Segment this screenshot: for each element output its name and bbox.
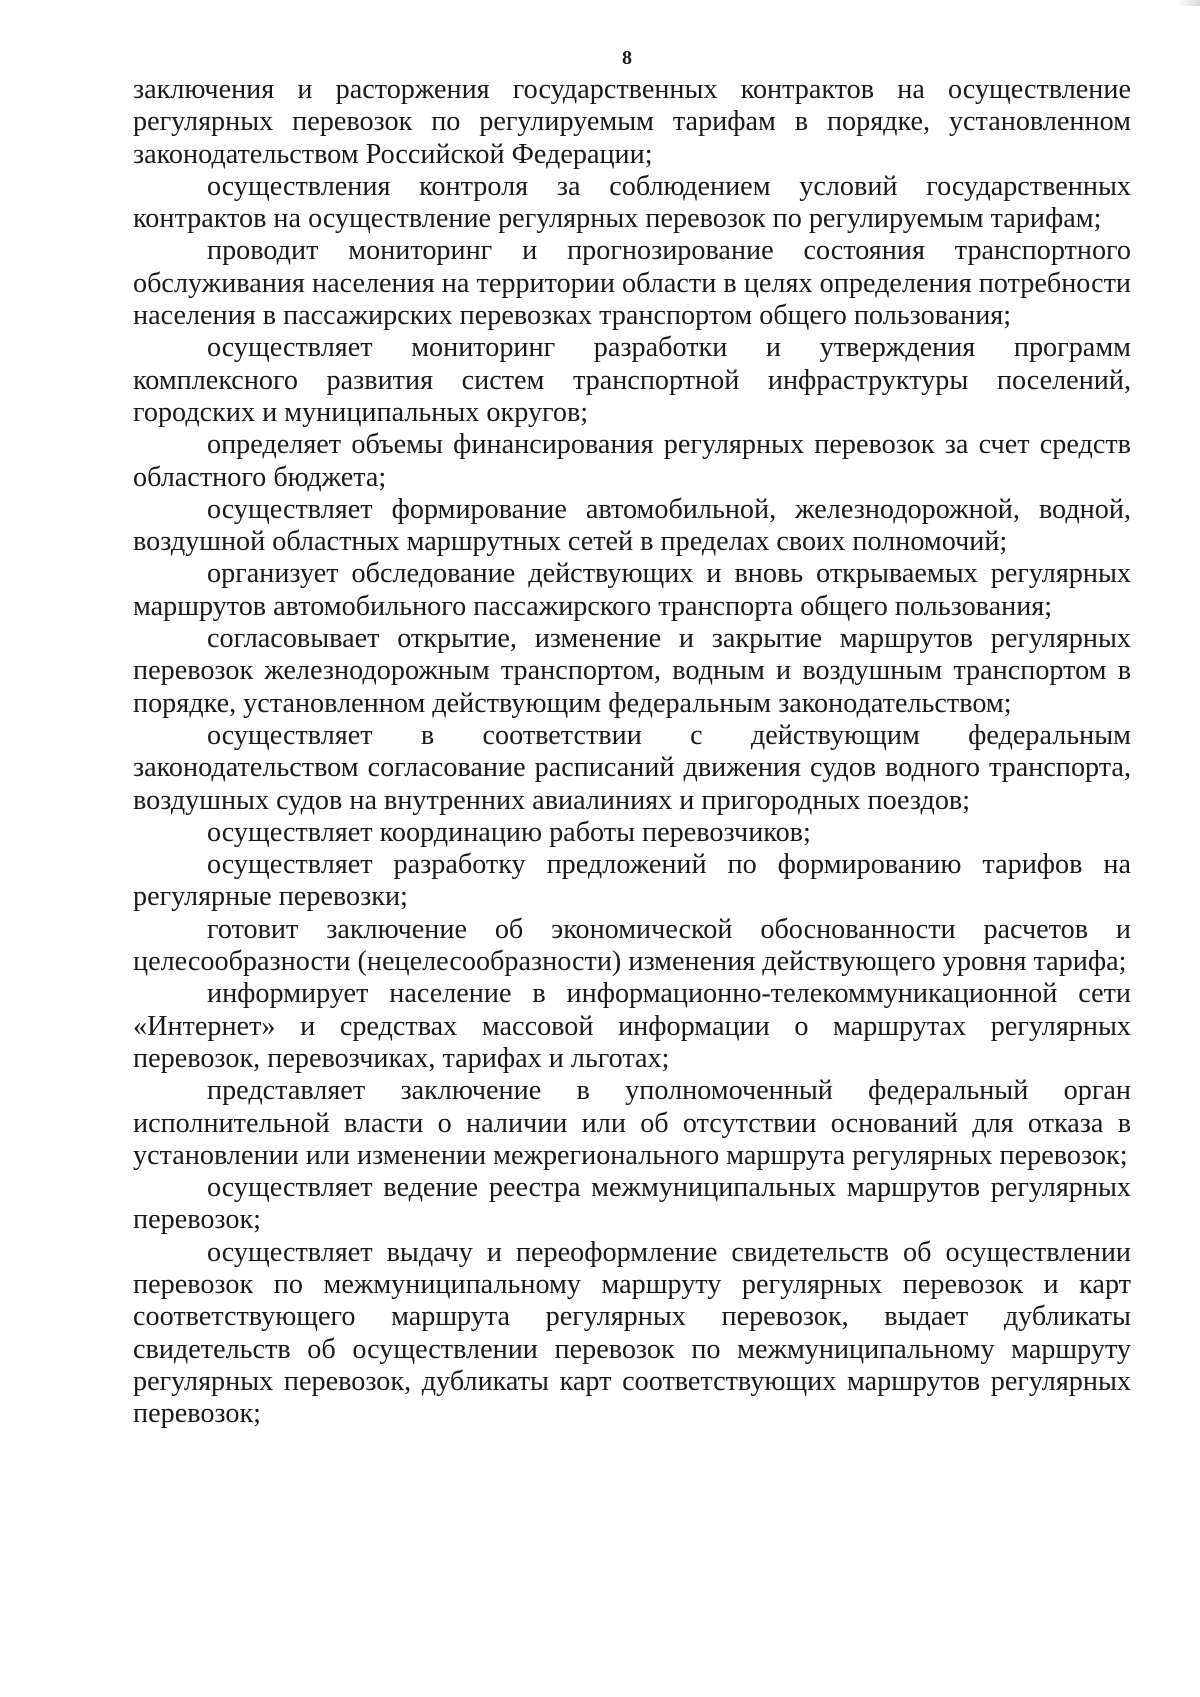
paragraph: осуществления контроля за соблюдением условий государственных контрактов на осуществление регулярных перевозок по регулируемым тарифам; <box>133 170 1131 235</box>
paragraph: осуществляет формирование автомобильной, железнодорожной, водной, воздушной областных маршрутных сетей в пределах своих полномочий; <box>133 493 1131 558</box>
paragraph: информирует население в информационно-телекоммуникационной сети «Интернет» и средствах массовой информации о маршрутах регулярных перевозок, перевозчиках, тарифах и льготах; <box>133 978 1131 1074</box>
paragraph: организует обследование действующих и вновь открываемых регулярных маршрутов автомобильного пассажирского транспорта общего пользования; <box>133 558 1131 622</box>
paragraph: проводит мониторинг и прогнозирование состояния транспортного обслуживания населения на территории области в целях определения потребности населения в пассажирских перевозках транспортом общего пользования; <box>133 235 1131 332</box>
document-body <box>133 74 1131 1430</box>
paragraph: заключения и расторжения государственных контрактов на осуществление регулярных перевозок по регулируемым тарифам в порядке, установленном законодательством Российской Федерации; <box>133 74 1131 170</box>
paragraph: осуществляет координацию работы перевозчиков; <box>207 816 811 848</box>
paragraph: осуществляет мониторинг разработки и утверждения программ комплексного развития систем транспортной инфраструктуры поселений, городских и муниципальных округов; <box>133 332 1131 428</box>
scan-edge-mark <box>1178 0 1200 6</box>
paragraph: осуществляет разработку предложений по формированию тарифов на регулярные перевозки; <box>133 849 1131 913</box>
paragraph: определяет объемы финансирования регулярных перевозок за счет средств областного бюджета; <box>133 429 1131 493</box>
paragraph: осуществляет выдачу и переоформление свидетельств об осуществлении перевозок по межмуниципальному маршруту регулярных перевозок и карт соответствующего маршрута регулярных перевозок, выдает дубликаты свидетельств об осуществлении перевозок по межмуниципальному маршруту регулярных перевозок, дубликаты карт соответствующих маршрутов регулярных перевозок; <box>133 1236 1131 1430</box>
page-number: 8 <box>622 47 632 69</box>
paragraph: согласовывает открытие, изменение и закрытие маршрутов регулярных перевозок железнодорожным транспортом, водным и воздушным транспортом в порядке, установленном действующим федеральным законодательством; <box>133 623 1131 719</box>
paragraph: осуществляет в соответствии с действующим федеральным законодательством согласование расписаний движения судов водного транспорта, воздушных судов на внутренних авиалиниях и пригородных поездов; <box>133 719 1131 816</box>
paragraph: представляет заключение в уполномоченный федеральный орган исполнительной власти о наличии или об отсутствии оснований для отказа в установлении или изменении межрегионального маршрута регулярных перевозок; <box>133 1075 1131 1171</box>
paragraph: готовит заключение об экономической обоснованности расчетов и целесообразности (нецелесообразности) изменения действующего уровня тарифа; <box>133 913 1131 978</box>
paragraph: осуществляет ведение реестра межмуниципальных маршрутов регулярных перевозок; <box>133 1172 1131 1236</box>
